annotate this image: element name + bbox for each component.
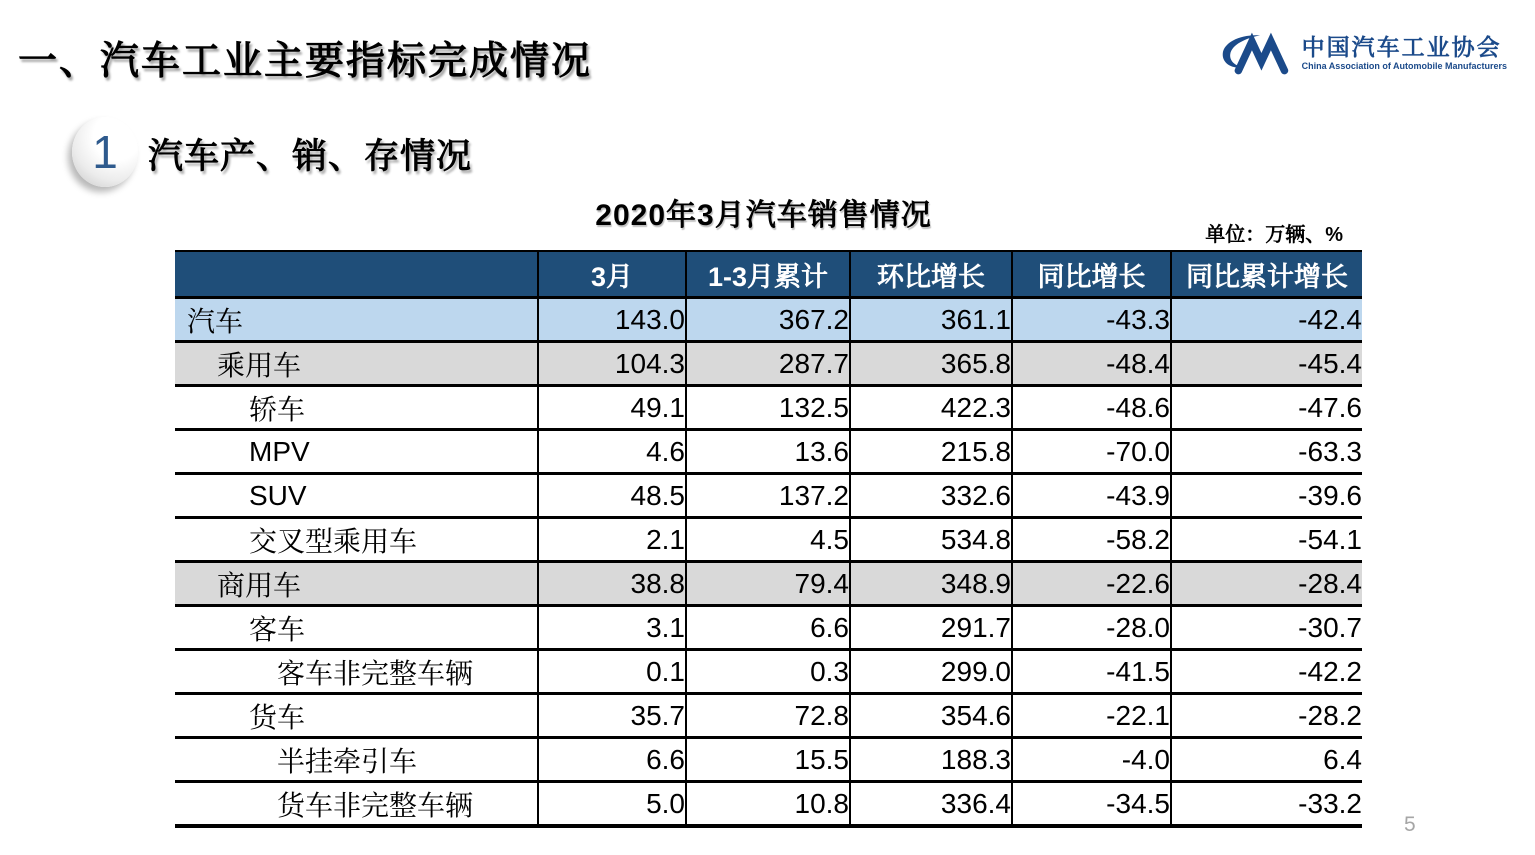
value-cell: 48.5: [538, 474, 686, 518]
value-cell: 3.1: [538, 606, 686, 650]
value-cell: -43.9: [1012, 474, 1171, 518]
table-row: [175, 738, 1362, 782]
value-cell: 38.8: [538, 562, 686, 606]
value-cell: -22.6: [1012, 562, 1171, 606]
value-cell: 291.7: [850, 606, 1012, 650]
value-cell: 2.1: [538, 518, 686, 562]
value-cell: 79.4: [686, 562, 850, 606]
row-label-cell: 货车非完整车辆: [175, 782, 538, 827]
caam-logo-text: [1302, 35, 1507, 70]
value-cell: -39.6: [1171, 474, 1362, 518]
value-cell: 534.8: [850, 518, 1012, 562]
value-cell: 137.2: [686, 474, 850, 518]
value-cell: 15.5: [686, 738, 850, 782]
table-row: [175, 694, 1362, 738]
row-label-cell: 客车非完整车辆: [175, 650, 538, 694]
table-row: [175, 518, 1362, 562]
row-label-cell: 客车: [175, 606, 538, 650]
column-header: 同比累计增长: [1171, 251, 1362, 298]
table-row: [175, 474, 1362, 518]
value-cell: 188.3: [850, 738, 1012, 782]
value-cell: 336.4: [850, 782, 1012, 827]
value-cell: 287.7: [686, 342, 850, 386]
value-cell: 35.7: [538, 694, 686, 738]
value-cell: 4.6: [538, 430, 686, 474]
value-cell: 104.3: [538, 342, 686, 386]
header-row: [175, 251, 1362, 298]
table-row: [175, 606, 1362, 650]
value-cell: -28.2: [1171, 694, 1362, 738]
value-cell: 49.1: [538, 386, 686, 430]
value-cell: 4.5: [686, 518, 850, 562]
value-cell: -47.6: [1171, 386, 1362, 430]
column-header: 3月: [538, 251, 686, 298]
value-cell: -30.7: [1171, 606, 1362, 650]
section-title: 汽车产、销、存情况: [148, 137, 473, 176]
main-title: 一、汽车工业主要指标完成情况: [18, 40, 593, 83]
sales-table-body: [175, 298, 1362, 827]
caam-logo-en: China Association of Automobile Manufacturers: [1301, 60, 1507, 71]
value-cell: -22.1: [1012, 694, 1171, 738]
row-label-cell: SUV: [175, 474, 538, 518]
value-cell: -48.4: [1012, 342, 1171, 386]
value-cell: 6.4: [1171, 738, 1362, 782]
table-row: [175, 386, 1362, 430]
row-label-cell: 交叉型乘用车: [175, 518, 538, 562]
value-cell: 365.8: [850, 342, 1012, 386]
value-cell: -43.3: [1012, 298, 1171, 342]
column-header: 1-3月累计: [686, 251, 850, 298]
value-cell: 6.6: [686, 606, 850, 650]
value-cell: 13.6: [686, 430, 850, 474]
column-header-empty: [175, 251, 538, 298]
table-row: [175, 298, 1362, 342]
value-cell: 348.9: [850, 562, 1012, 606]
row-label-cell: 商用车: [175, 562, 538, 606]
caam-cm-logo-icon: [1218, 26, 1294, 80]
row-label-cell: 半挂牵引车: [175, 738, 538, 782]
value-cell: 6.6: [538, 738, 686, 782]
value-cell: 299.0: [850, 650, 1012, 694]
sales-table-header: [175, 251, 1362, 298]
table-row: [175, 650, 1362, 694]
table-row: [175, 782, 1362, 827]
row-label-cell: 汽车: [175, 298, 538, 342]
value-cell: 10.8: [686, 782, 850, 827]
value-cell: -58.2: [1012, 518, 1171, 562]
table-row: [175, 430, 1362, 474]
value-cell: 132.5: [686, 386, 850, 430]
value-cell: -45.4: [1171, 342, 1362, 386]
value-cell: 354.6: [850, 694, 1012, 738]
caam-logo: [1218, 26, 1507, 80]
value-cell: 0.3: [686, 650, 850, 694]
value-cell: -42.4: [1171, 298, 1362, 342]
value-cell: -48.6: [1012, 386, 1171, 430]
section-number: 1: [92, 126, 118, 178]
value-cell: 215.8: [850, 430, 1012, 474]
section-number-badge: [72, 117, 138, 187]
page-number: 5: [1404, 813, 1416, 836]
value-cell: -70.0: [1012, 430, 1171, 474]
row-label-cell: 乘用车: [175, 342, 538, 386]
column-header: 同比增长: [1012, 251, 1171, 298]
table-title: 2020年3月汽车销售情况: [595, 199, 932, 232]
value-cell: -54.1: [1171, 518, 1362, 562]
value-cell: -28.0: [1012, 606, 1171, 650]
value-cell: 367.2: [686, 298, 850, 342]
value-cell: 361.1: [850, 298, 1012, 342]
value-cell: -41.5: [1012, 650, 1171, 694]
caam-logo-cn: 中国汽车工业协会: [1301, 34, 1502, 61]
value-cell: 5.0: [538, 782, 686, 827]
value-cell: 332.6: [850, 474, 1012, 518]
row-label-cell: 轿车: [175, 386, 538, 430]
value-cell: -33.2: [1171, 782, 1362, 827]
value-cell: 72.8: [686, 694, 850, 738]
sales-table: [175, 250, 1362, 828]
column-header: 环比增长: [850, 251, 1012, 298]
value-cell: 422.3: [850, 386, 1012, 430]
table-row: [175, 562, 1362, 606]
unit-note: 单位：万辆、%: [1205, 224, 1343, 246]
value-cell: 143.0: [538, 298, 686, 342]
table-row: [175, 342, 1362, 386]
row-label-cell: MPV: [175, 430, 538, 474]
value-cell: -34.5: [1012, 782, 1171, 827]
row-label-cell: 货车: [175, 694, 538, 738]
value-cell: -63.3: [1171, 430, 1362, 474]
value-cell: -4.0: [1012, 738, 1171, 782]
value-cell: 0.1: [538, 650, 686, 694]
value-cell: -28.4: [1171, 562, 1362, 606]
value-cell: -42.2: [1171, 650, 1362, 694]
